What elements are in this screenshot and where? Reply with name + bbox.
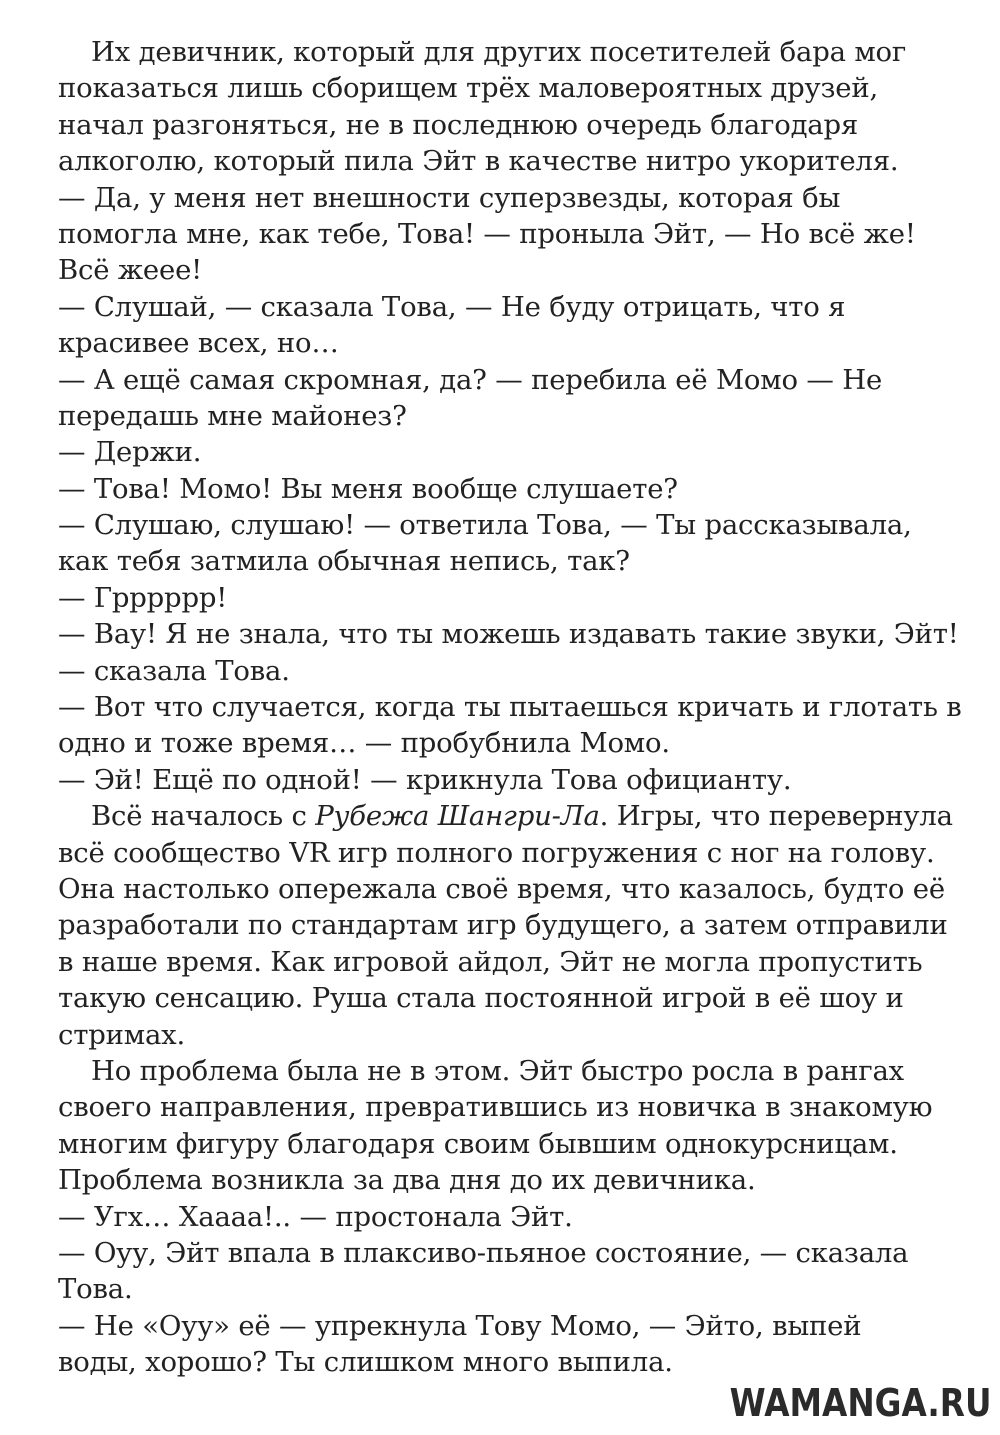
text-line: красивее всех, но… [58,327,339,360]
text-line: — Эй! Ещё по одной! — крикнула Това официанту. [58,763,792,796]
text-line: — Оуу, Эйт впала в плаксиво-пьяное состояние, — сказала [58,1236,909,1269]
text-segment: Всё началось с [91,800,316,833]
text-line: Проблема возникла за два дня до их девичника. [58,1164,756,1197]
text-line: Това. [58,1273,133,1306]
text-line: — Това! Момо! Вы меня вообще слушаете? [58,472,678,505]
text-line: разработали по стандартам игр будущего, а затем отправили [58,909,948,942]
text-line: своего направления, превратившись из новичка в знакомую [58,1091,933,1124]
text-line: в наше время. Как игровой айдол, Эйт не могла пропустить [58,945,923,978]
text-line: такую сенсацию. Руша стала постоянной игрой в её шоу и [58,982,904,1015]
text-line: — Вау! Я не знала, что ты можешь издавать такие звуки, Эйт! [58,618,959,651]
text-line: помогла мне, как тебе, Това! — проныла Эйт, — Но всё же! [58,217,916,250]
text-line: — А ещё самая скромная, да? — перебила её Момо — Не [58,363,883,396]
text-line: одно и тоже время… — пробубнила Момо. [58,727,670,760]
text-line: начал разгоняться, не в последнюю очередь благодаря [58,108,859,141]
text-line: Она настолько опережала своё время, что казалось, будто её [58,872,945,905]
text-line: алкоголю, который пила Эйт в качестве нитро укорителя. [58,145,899,178]
text-line: — Да, у меня нет внешности суперзвезды, которая бы [58,181,841,214]
game-title: Рубежа Шангри-Ла [315,800,600,833]
text-line: как тебя затмила обычная непись, так? [58,545,630,578]
text-line: передашь мне майонез? [58,399,407,432]
text-line: всё сообщество VR игр полного погружения с ног на голову. [58,836,935,869]
text-segment: . Игры, что перевернула [599,800,953,833]
text-line: — сказала Това. [58,654,290,687]
text-line: воды, хорошо? Ты слишком много выпила. [58,1346,673,1379]
text-line: Всё жеее! [58,254,202,287]
text-line: стримах. [58,1018,185,1051]
text-line: Их девичник, который для других посетителей бара мог [91,36,907,68]
text-line: многим фигуру благодаря своим бывшим однокурсницам. [58,1127,898,1160]
text-line: — Не «Оуу» её — упрекнула Тову Момо, — Эйто, выпей [58,1309,862,1342]
text-line: — Слушаю, слушаю! — ответила Това, — Ты рассказывала, [58,509,912,542]
book-page-text [58,34,962,1380]
text-line-with-title [58,798,958,834]
text-line: — Угх… Хаааа!.. — простонала Эйт. [58,1200,573,1233]
site-watermark: WAMANGA.RU [730,1381,992,1425]
text-line: — Слушай, — сказала Това, — Не буду отрицать, что я [58,290,846,323]
text-line: показаться лишь сборищем трёх маловероятных друзей, [58,72,878,105]
text-line: — Вот что случается, когда ты пытаешься кричать и глотать в [58,691,962,724]
text-line: — Держи. [58,436,202,469]
text-line: Но проблема была не в этом. Эйт быстро росла в рангах [91,1054,904,1087]
text-line: — Грррррр! [58,581,228,614]
